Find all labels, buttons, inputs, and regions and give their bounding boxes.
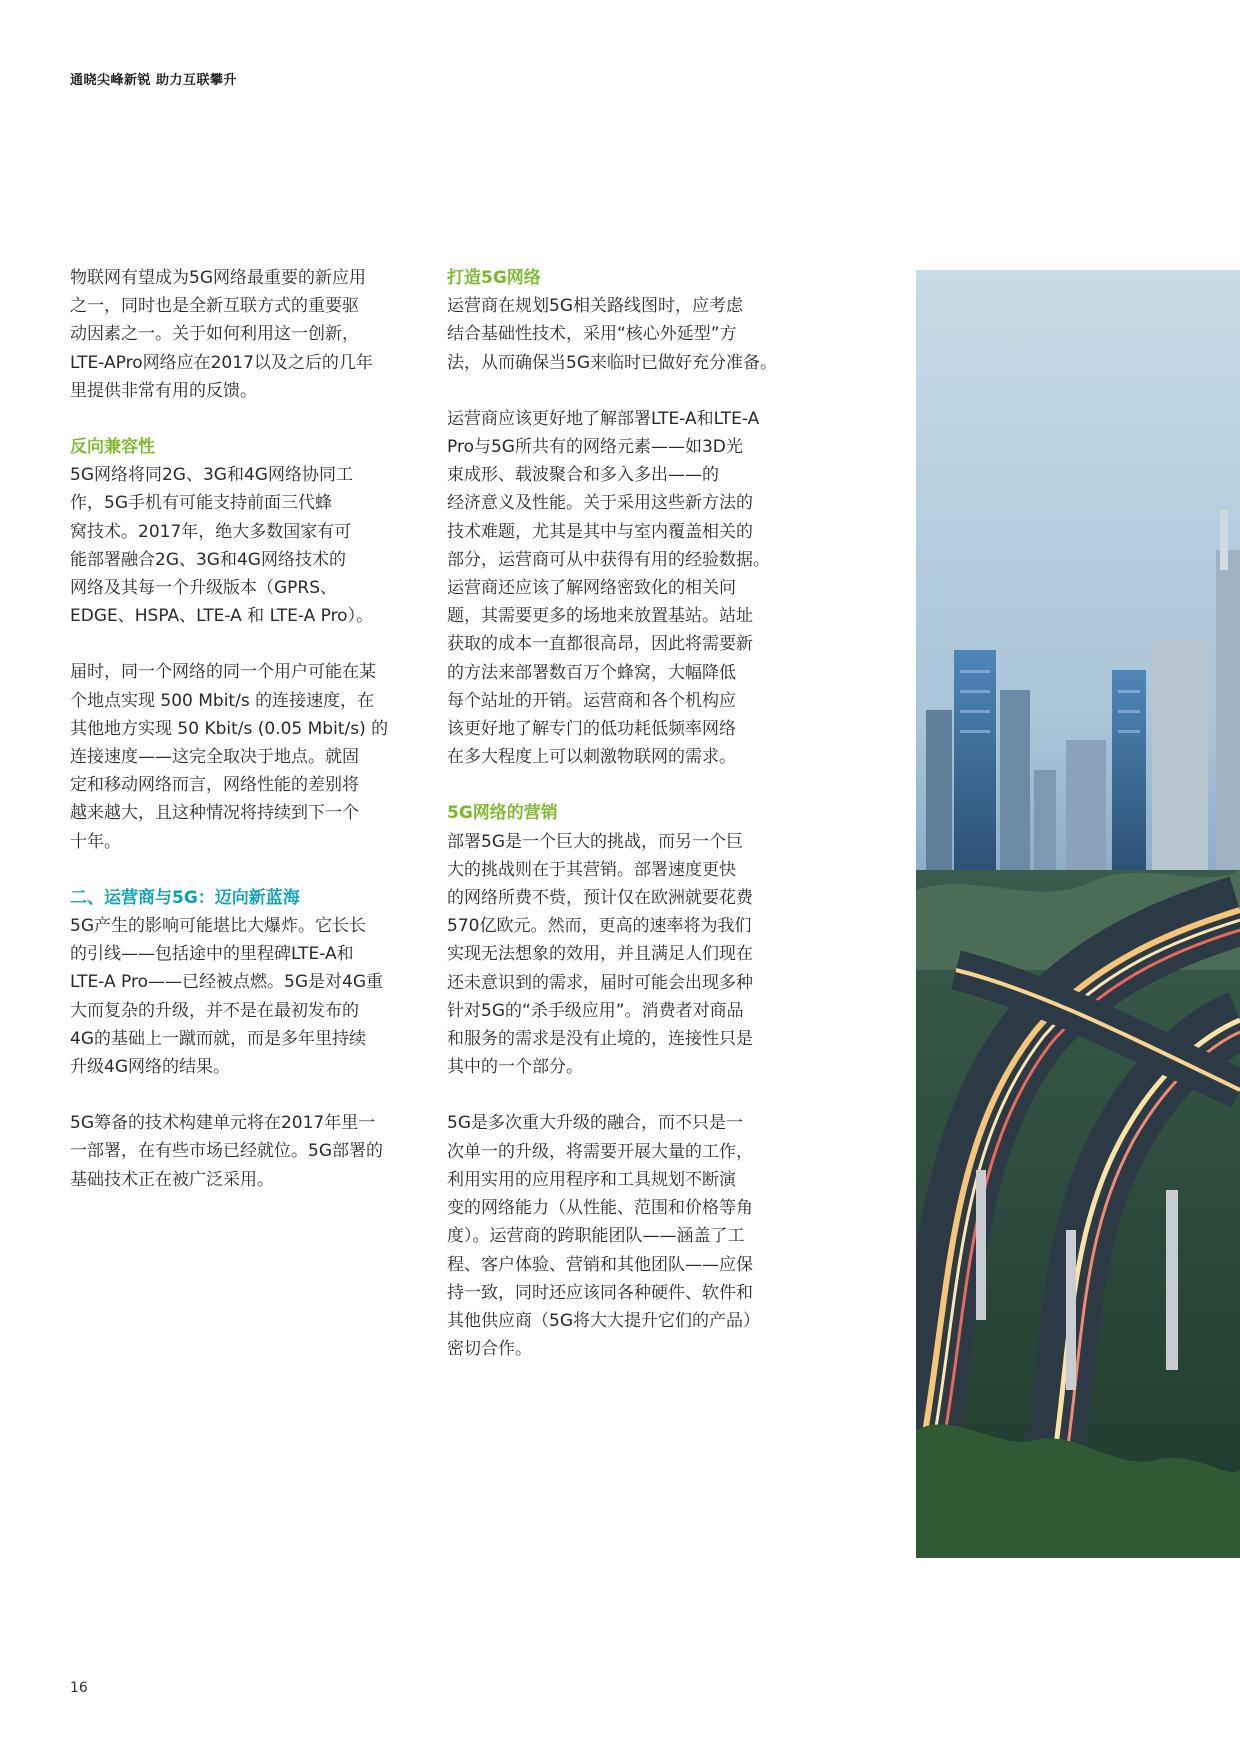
heading-backward-compatibility: 反向兼容性 xyxy=(70,437,155,458)
marketing-paragraph-1: 部署5G是一个巨大的挑战，而另一个巨 大的挑战则在于其营销。部署速度更快 的网络所费不赀，预计仅在欧洲就要花费 570亿欧元。然而，更高的速率将为我们 实现无法想象的效用，并且满足人们现在 还未意识到的需求，届时可能会出现多种 针对5G的“杀手级应用”。消费者对商品 和服务的需求是没有止境的，连接性只是 其中的一个部分。 xyxy=(447,831,753,1078)
operators-paragraph-2: 5G筹备的技术构建单元将在2017年里一 一部署，在有些市场已经就位。5G部署的 基础技术正在被广泛采用。 xyxy=(70,1113,383,1190)
build-network-paragraph-2: 运营商应该更好地了解部署LTE-A和LTE-A Pro与5G所共有的网络元素——如3D光 束成形、载波聚合和多入多出——的 经济意义及性能。关于采用这些新方法的 技术难题，尤其是其中与室内覆盖相关的 部分，运营商可从中获得有用的经验数据。 运营商还应该了解网络密致化的相关问 题，其需要更多的场地来放置基站。站址 获取的成本一直都很高昂，因此将需要新 的方法来部署数百万个蜂窝，大幅降低 每个站址的开销。运营商和各个机构应 该更好地了解专门的低功耗低频率网络 在多大程度上可以刺激物联网的需求。 xyxy=(447,408,770,768)
middle-column xyxy=(447,264,793,1363)
running-header: 通晓尖峰新锐 助力互联攀升 xyxy=(70,73,238,88)
left-column xyxy=(70,264,416,1194)
backward-compat-paragraph-2: 届时，同一个网络的同一个用户可能在某 个地点实现 500 Mbit/s 的连接速度，在 其他地方实现 50 Kbit/s (0.05 Mbit/s) 的 连接速度——这完全取决于地点。就固 定和移动网络而言，网络性能的差别将 越来越大，且这种情况将持续到下一个 十年。 xyxy=(70,662,389,852)
heading-build-5g-network: 打造5G网络 xyxy=(447,268,541,288)
heading-operators-and-5g: 二、运营商与5G：迈向新蓝海 xyxy=(70,887,300,908)
heading-5g-marketing: 5G网络的营销 xyxy=(447,803,558,824)
operators-paragraph-1: 5G产生的影响可能堪比大爆炸。它长长 的引线——包括途中的里程碑LTE-A和 LTE-A Pro——已经被点燃。5G是对4G重 大而复杂的升级，并不是在最初发布的 4G的基础上一蹴而就，而是多年里持续 升级4G网络的结果。 xyxy=(70,916,383,1078)
intro-paragraph: 物联网有望成为5G网络最重要的新应用 之一，同时也是全新互联方式的重要驱 动因素之一。关于如何利用这一创新， LTE-APro网络应在2017以及之后的几年 里提供非常有用的反馈。 xyxy=(70,268,373,401)
city-highway-photo xyxy=(916,270,1240,1558)
page-number: 16 xyxy=(70,1680,88,1696)
backward-compat-paragraph-1: 5G网络将同2G、3G和4G网络协同工 作，5G手机有可能支持前面三代蜂 窝技术。2017年，绝大多数国家有可 能部署融合2G、3G和4G网络技术的 网络及其每一个升级版本（GPRS、 EDGE、HSPA、LTE-A 和 LTE-A Pro）。 xyxy=(70,465,374,627)
build-network-paragraph-1: 运营商在规划5G相关路线图时，应考虑 结合基础性技术，采用“核心外延型”方 法，从而确保当5G来临时已做好充分准备。 xyxy=(447,296,777,373)
marketing-paragraph-2: 5G是多次重大升级的融合，而不只是一 次单一的升级，将需要开展大量的工作， 利用实用的应用程序和工具规划不断演 变的网络能力（从性能、范围和价格等角 度）。运营商的跨职能团队——涵盖了工 程、客户体验、营销和其他团队——应保 持一致，同时还应该同各种硬件、软件和 其他供应商（5G将大大提升它们的产品） 密切合作。 xyxy=(447,1113,760,1360)
